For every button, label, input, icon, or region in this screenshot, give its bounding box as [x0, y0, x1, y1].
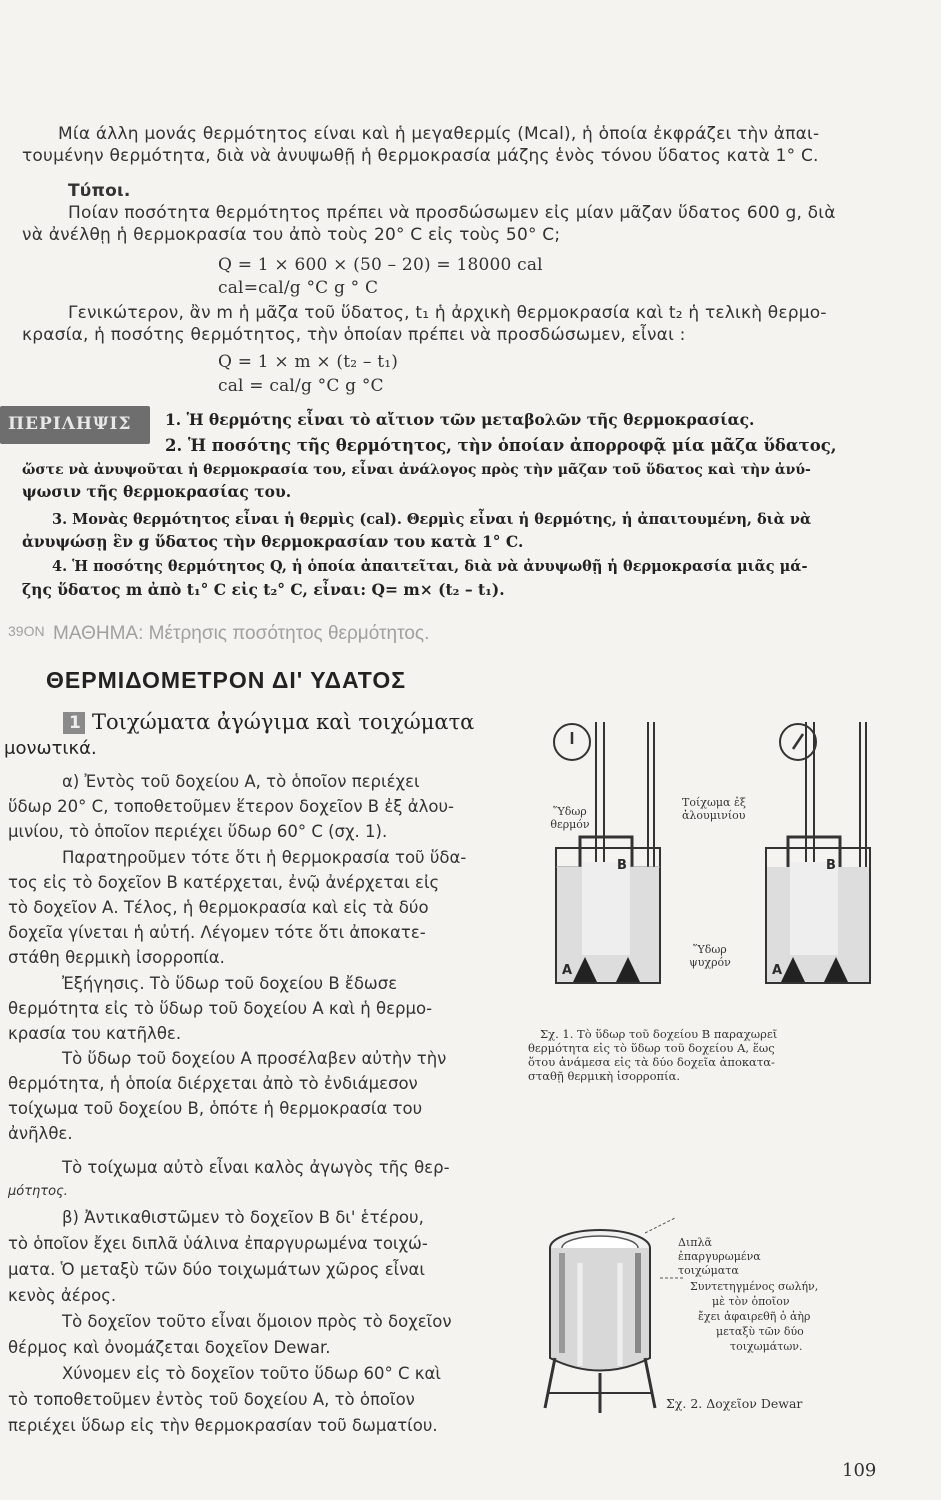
fig1-label-cold-water: Ὕδωρ ψυχρόν	[689, 943, 731, 969]
intro-line-2: τουμένην θερμότητα, διὰ νὰ ἀνυψωθῇ ἡ θερμοκρασία μάζης ἑνὸς τόνου ὕδατος κατὰ 1° C.	[22, 146, 819, 166]
body-line-12: Τὸ ὕδωρ τοῦ δοχείου Α προσέλαβεν αὐτὴν τὴν	[62, 1049, 447, 1068]
fig2-label-1b: ἐπαργυρωμένα	[678, 1250, 761, 1263]
fig2-label-2e: τοιχωμάτων.	[730, 1340, 803, 1353]
general-line-1: Γενικώτερον, ἂν m ἡ μᾶζα τοῦ ὕδατος, t₁ ἡ ἀρχικὴ θερμοκρασία καὶ t₂ ἡ τελικὴ θερμο-	[68, 303, 827, 323]
body-line-7: δοχεῖα γίνεται ἡ αὐτή. Λέγομεν τότε ὅτι ἀποκατε-	[8, 923, 426, 942]
fig1-label-hot-water: Ὕδωρ θερμόν	[550, 805, 590, 831]
body-line-20: ματα. Ὁ μεταξὺ τῶν δύο τοιχωμάτων χῶρος εἶναι	[8, 1260, 425, 1279]
body-line-8: στάθη θερμικὴ ἰσορροπία.	[8, 948, 225, 967]
section-number-box	[63, 712, 85, 734]
body-line-21: κενὸς ἀέρος.	[8, 1286, 117, 1305]
fig2-caption: Σχ. 2. Δοχεῖον Dewar	[666, 1396, 803, 1411]
body-line-23: θέρμος καὶ ὀνομάζεται δοχεῖον Dewar.	[8, 1338, 331, 1357]
body-line-9: Ἐξήγησις. Τὸ ὕδωρ τοῦ δοχείου Β ἔδωσε	[62, 974, 398, 993]
section-title-b: μονωτικά.	[4, 738, 97, 759]
question-line-1: Ποίαν ποσότητα θερμότητος πρέπει νὰ προσδώσωμεν εἰς μίαν μᾶζαν ὕδατος 600 g, διὰ	[68, 203, 836, 223]
body-line-10: θερμότητα εἰς τὸ ὕδωρ τοῦ δοχείου Α καὶ ἡ θερμο-	[8, 999, 433, 1018]
body-line-18: β) Ἀντικαθιστῶμεν τὸ δοχεῖον Β δι' ἑτέρου,	[62, 1208, 424, 1227]
formula-1-units: cal=cal/g °C g ° C	[218, 278, 379, 298]
body-line-1: α) Ἐντὸς τοῦ δοχείου Α, τὸ ὁποῖον περιέχει	[62, 772, 420, 791]
body-line-3: μινίου, τὸ ὁποῖον περιέχει ὕδωρ 60° C (σχ. 1).	[8, 822, 388, 841]
page-number: 109	[842, 1460, 877, 1481]
summary-3b: ἀνυψώσῃ ἓν g ὕδατος τὴν θερμοκρασίαν του κατὰ 1° C.	[22, 532, 524, 551]
fig1-caption-3: ὅτου ἀνάμεσα εἰς τὰ δύο δοχεῖα ἀποκατα-	[528, 1055, 775, 1069]
summary-2b: ὥστε νὰ ἀνυψοῦται ἡ θερμοκρασία του, εἶναι ἀνάλογος πρὸς τὴν μᾶζαν τοῦ ὕδατος καὶ τὴν ἀνύ-	[22, 462, 811, 478]
body-line-6: τὸ δοχεῖον Α. Τέλος, ἡ θερμοκρασία καὶ εἰς τὰ δύο	[8, 898, 429, 917]
summary-3a: 3. Μονὰς θερμότητος εἶναι ἡ θερμὶς (cal). Θερμὶς εἶναι ἡ θερμότης, ἡ ἀπαιτουμένη, διὰ νὰ	[52, 511, 812, 528]
water-b-right	[790, 862, 838, 955]
fig1-label-b-right: B	[826, 858, 836, 873]
fig1-caption-1: Σχ. 1. Τὸ ὕδωρ τοῦ δοχείου Β παραχωρεῖ	[540, 1027, 778, 1041]
fig2-label-2b: μὲ τὸν ὁποῖον	[712, 1295, 790, 1308]
fig2-label-1c: τοιχώματα	[678, 1264, 739, 1277]
body-line-16: Τὸ τοίχωμα αὐτὸ εἶναι καλὸς ἀγωγὸς τῆς θερ-	[62, 1158, 450, 1177]
fig2-label-2c: ἔχει ἀφαιρεθῆ ὁ ἀὴρ	[698, 1310, 811, 1323]
fig2-label-2d: μεταξὺ τῶν δύο	[716, 1325, 804, 1338]
fig1-label-a-right: A	[772, 963, 783, 978]
body-line-22: Τὸ δοχεῖον τοῦτο εἶναι ὅμοιον πρὸς τὸ δοχεῖον	[62, 1312, 452, 1331]
summary-4b: ζης ὕδατος m ἀπὸ t₁° C εἰς t₂° C, εἶναι: Q= m× (t₂ – t₁).	[22, 580, 505, 599]
formula-2: Q = 1 × m × (t₂ – t₁)	[218, 352, 399, 372]
body-line-17: μότητος.	[8, 1184, 68, 1199]
general-line-2: κρασία, ἡ ποσότης θερμότητος, τὴν ὁποίαν πρέπει νὰ προσδώσωμεν, εἶναι :	[22, 325, 686, 345]
fig2-label-2a: Συντετηγμένος σωλήν,	[690, 1280, 819, 1293]
summary-badge-text: ΠΕΡΙΛΗΨΙΣ	[8, 414, 132, 434]
body-line-15: ἀνῆλθε.	[8, 1124, 73, 1143]
summary-2c: ψωσιν τῆς θερμοκρασίας του.	[22, 482, 292, 501]
summary-4a: 4. Ἡ ποσότης θερμότητος Q, ἡ ὁποία ἀπαιτεῖται, διὰ νὰ ἀνυψωθῇ ἡ θερμοκρασία μιᾶς μά-	[52, 558, 808, 575]
body-line-24: Χύνομεν εἰς τὸ δοχεῖον τοῦτο ὕδωρ 60° C καὶ	[62, 1364, 441, 1383]
summary-2a: 2. Ἡ ποσότης τῆς θερμότητος, τὴν ὁποίαν ἀπορροφᾷ μία μᾶζα ὕδατος,	[165, 436, 837, 455]
formula-1: Q = 1 × 600 × (50 – 20) = 18000 cal	[218, 255, 543, 275]
fig1-caption-2: θερμότητα εἰς τὸ ὕδωρ τοῦ δοχείου Α, ἕως	[528, 1041, 775, 1055]
body-line-4: Παρατηροῦμεν τότε ὅτι ἡ θερμοκρασία τοῦ ὕδα-	[62, 848, 467, 867]
body-line-26: περιέχει ὕδωρ εἰς τὴν θερμοκρασίαν τοῦ δωματίου.	[8, 1416, 438, 1435]
types-heading: Τύποι.	[68, 181, 131, 201]
lesson-title: ΜΑΘΗΜΑ: Μέτρησις ποσότητος θερμότητος.	[53, 623, 430, 644]
body-line-14: τοίχωμα τοῦ δοχείου Β, ὁπότε ἡ θερμοκρασία του	[8, 1099, 423, 1118]
fig1-label-aluminium-wall: Τοίχωμα ἐξ ἀλουμινίου	[682, 796, 746, 822]
body-line-2: ὕδωρ 20° C, τοποθετοῦμεν ἕτερον δοχεῖον Β ἐξ ἀλου-	[8, 797, 454, 816]
intro-line-1: Μία άλλη μονάς θερμότητος είναι καὶ ἡ μεγαθερμίς (Mcal), ἡ ὁποία ἐκφράζει τὴν ἀπαι-	[58, 124, 820, 144]
fig2-label-1a: Διπλᾶ	[678, 1236, 712, 1249]
question-line-2: νὰ ἀνέλθῃ ἡ θερμοκρασία του ἀπὸ τοὺς 20° C εἰς τοὺς 50° C;	[22, 225, 561, 245]
water-b-left	[582, 862, 630, 955]
body-line-19: τὸ ὁποῖον ἔχει διπλᾶ ὑάλινα ἐπαργυρωμένα τοιχώ-	[8, 1234, 428, 1253]
summary-1: 1. Ἡ θερμότης εἶναι τὸ αἴτιον τῶν μεταβολῶν τῆς θερμοκρασίας.	[165, 410, 755, 429]
body-line-13: θερμότητα, ἡ ὁποία διέρχεται ἀπὸ τὸ ἐνδιάμεσον	[8, 1074, 418, 1093]
main-title: ΘΕΡΜΙΔΟΜΕΤΡΟΝ ΔΙ' ΥΔΑΤΟΣ	[46, 667, 407, 693]
body-line-25: τὸ τοποθετοῦμεν ἐντὸς τοῦ δοχείου Α, τὸ ὁποῖον	[8, 1390, 415, 1409]
body-line-5: τος εἰς τὸ δοχεῖον Β κατέρχεται, ἐνῷ ἀνέρχεται εἰς	[8, 873, 440, 892]
fig1-label-b-left: B	[617, 858, 627, 873]
lesson-number: 39ΟΝ	[8, 623, 45, 639]
summary-badge	[0, 406, 150, 444]
section-title-a: Τοιχώματα ἀγώγιμα καὶ τοιχώματα	[92, 710, 475, 734]
fig1-caption-4: σταθῇ θερμικὴ ἰσορροπία.	[528, 1069, 681, 1083]
figure-2-dewar-vessel	[535, 1208, 685, 1418]
section-number: 1	[69, 713, 81, 733]
fig1-label-a-left: A	[562, 963, 573, 978]
body-line-11: κρασία του κατῆλθε.	[8, 1024, 182, 1043]
formula-2-units: cal = cal/g °C g °C	[218, 376, 384, 396]
